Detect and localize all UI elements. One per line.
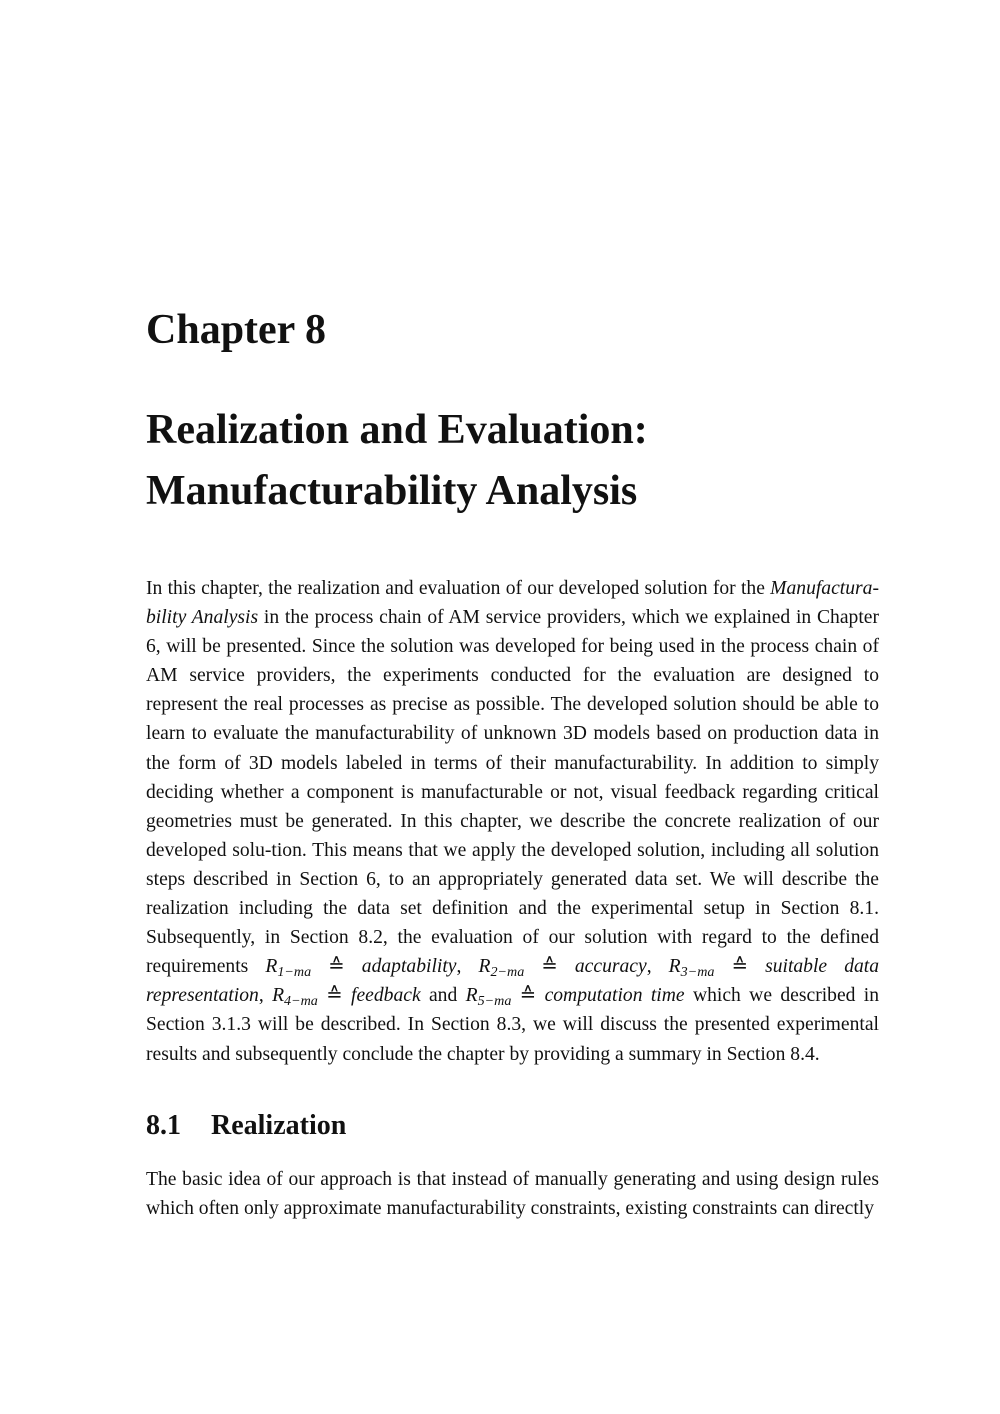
conjunction: and (420, 985, 466, 1007)
intro-paragraph (146, 574, 879, 1069)
chapter-title-line-2: Manufacturability Analysis (146, 468, 638, 514)
req-1-symbol: $R_{1-ma}$ (265, 956, 312, 981)
req-3-name: suitable data representation (146, 956, 880, 1007)
req-5-symbol: $R_{5-ma}$ (465, 985, 512, 1010)
chapter-title (146, 400, 648, 522)
corresponds-symbol: ≙ (326, 985, 343, 1007)
corresponds-symbol: ≙ (519, 985, 537, 1007)
req-4-symbol: $R_{4-ma}$ (272, 985, 318, 1010)
separator: , (258, 985, 273, 1007)
separator: , (456, 956, 479, 978)
intro-text-1: In this chapter, the realization and evaluation of our developed solution for the (146, 578, 771, 599)
chapter-label: Chapter 8 (146, 307, 327, 353)
intro-text-3: which we described in Section 3.1.3 will be described. In Section 8.3, we will discuss the presented experimental results and subsequently conclude the chapter by providing a summary in Section 8.4. (146, 985, 880, 1065)
intro-text-2: in the process chain of AM service providers, which we explained in Chapter 6, will be presented. Since the solution was developed for being used in the process chain of AM service providers, the experiments conducted for the evaluation are designed to represent the real processes as precise as possible. The developed solution should be able to learn to evaluate the manufacturability of unknown 3D models based on production data in the form of 3D models labeled in terms of their manufacturability. In addition to simply deciding whether a component is manufacturable or not, visual feedback regarding critical geometries must be generated. In this chapter, we describe the concrete realization of our developed solu-tion. This means that we apply the developed solution, including all solution steps described in Section 6, to an appropriately generated data set. We will describe the realization including the data set definition and the experimental setup in Section 8.1. Subsequently, in Section 8.2, the evaluation of our solution with regard to the defined requirements (146, 607, 879, 978)
req-3-symbol: $R_{3-ma}$ (668, 956, 715, 981)
section-paragraph: The basic idea of our approach is that instead of manually generating and using design rules which often only approximate manufacturability constraints, existing constraints can directly (146, 1169, 879, 1220)
corresponds-symbol: ≙ (328, 956, 345, 978)
section-title: Realization (211, 1110, 347, 1141)
separator: , (646, 956, 669, 978)
req-2-symbol: $R_{2-ma}$ (478, 956, 525, 981)
corresponds-symbol: ≙ (731, 956, 748, 978)
req-2-name: accuracy (574, 956, 647, 978)
intro-emphasis: Manufactura-bility Analysis (146, 578, 879, 629)
chapter-title-line-1: Realization and Evaluation: (146, 407, 648, 453)
req-1-name: adaptability (361, 956, 457, 978)
section-heading (146, 1106, 346, 1146)
req-4-name: feedback (351, 985, 421, 1007)
req-5-name: computation time (544, 985, 685, 1007)
corresponds-symbol: ≙ (541, 956, 558, 978)
section-number: 8.1 (146, 1110, 181, 1141)
